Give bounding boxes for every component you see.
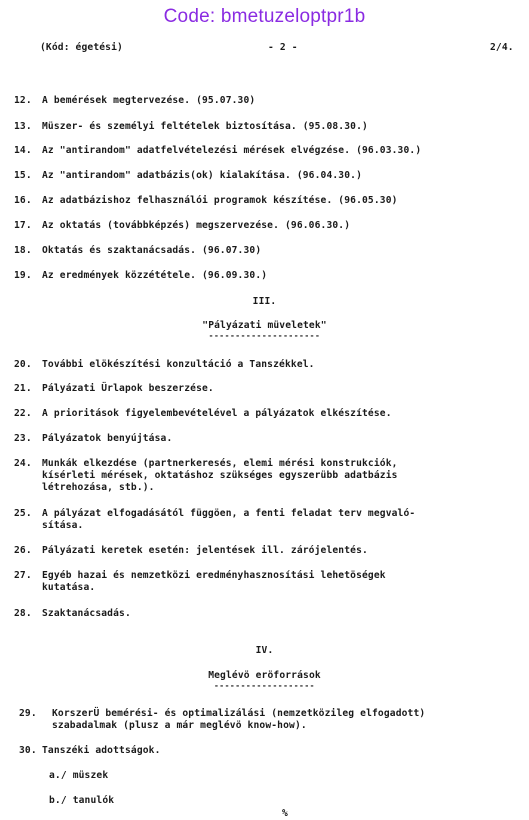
item-line: Tanszéki adottságok. bbox=[42, 745, 161, 756]
item-number: 15. bbox=[14, 170, 32, 181]
item-text: Az eredmények közzététele. (96.09.30.) bbox=[42, 270, 268, 281]
list-item bbox=[14, 270, 522, 314]
item-text bbox=[42, 545, 368, 557]
header-page-count: 2/4. bbox=[490, 42, 514, 53]
item-number: 12. bbox=[14, 95, 32, 106]
item-text: Az adatbázishoz felhasználói programok készítése. (96.05.30) bbox=[42, 195, 398, 206]
section-title-underline: --------------------- bbox=[208, 331, 321, 340]
item-line: További elökészítési konzultáció a Tanszékkel. bbox=[42, 359, 315, 370]
item-line: létrehozása, stb.). bbox=[42, 482, 155, 493]
item-number: 30. bbox=[19, 745, 37, 756]
item-text bbox=[42, 458, 398, 494]
sub-item: b./ tanulók bbox=[49, 795, 115, 806]
item-line: Pályázati Ürlapok beszerzése. bbox=[42, 383, 214, 394]
item-number: 21. bbox=[14, 383, 32, 394]
item-number: 26. bbox=[14, 545, 32, 556]
item-text bbox=[42, 608, 131, 620]
item-number: 19. bbox=[14, 270, 32, 281]
item-text bbox=[42, 359, 315, 371]
item-text: Oktatás és szaktanácsadás. (96.07.30) bbox=[42, 245, 262, 256]
item-line: Pályázati keretek esetén: jelentések ill. zárójelentés. bbox=[42, 545, 368, 556]
code-label: Code: bmetuzeloptpr1b bbox=[163, 6, 366, 27]
item-line: A pályázat elfogadásától függöen, a fenti feladat terv megvaló- bbox=[42, 508, 416, 519]
item-text bbox=[42, 745, 161, 757]
item-line: Pályázatok benyújtása. bbox=[42, 433, 173, 444]
item-text: Az "antirandom" adatbázis(ok) kialakítása. (96.04.30.) bbox=[42, 170, 362, 181]
item-text bbox=[42, 508, 415, 532]
item-number: 14. bbox=[14, 145, 32, 156]
item-number: 25. bbox=[14, 508, 32, 519]
item-text: Az "antirandom" adatfelvételezési mérések elvégzése. (96.03.30.) bbox=[42, 145, 422, 156]
item-number: 27. bbox=[14, 570, 32, 581]
item-text: Müszer- és személyi feltételek biztosítása. (95.08.30.) bbox=[42, 121, 368, 132]
header-page-number: - 2 - bbox=[268, 42, 298, 53]
section-number: III. bbox=[252, 296, 277, 307]
item-line: szabadalmak (plusz a már meglévö know-how). bbox=[52, 720, 307, 731]
sub-item: a./ müszek bbox=[49, 770, 109, 781]
item-number: 22. bbox=[14, 408, 32, 419]
section-title-underline: ------------------- bbox=[213, 681, 315, 690]
item-number: 13. bbox=[14, 121, 32, 132]
item-line: Egyéb hazai és nemzetközi eredményhasznosítási lehetöségek bbox=[42, 570, 386, 581]
item-number: 17. bbox=[14, 220, 32, 231]
header-code: (Kód: égetési) bbox=[40, 42, 123, 53]
section-title: Meglévö eröforrások bbox=[208, 670, 321, 681]
item-line: kísérleti mérések, oktatáshoz szükséges egyszerübb adatbázis bbox=[42, 470, 398, 481]
item-text bbox=[52, 708, 425, 732]
item-line: Szaktanácsadás. bbox=[42, 608, 131, 619]
item-text: Az oktatás (továbbképzés) megszervezése. (96.06.30.) bbox=[42, 220, 351, 231]
item-text bbox=[42, 570, 386, 594]
list-item bbox=[19, 745, 527, 789]
item-text: A bemérések megtervezése. (95.07.30) bbox=[42, 95, 256, 106]
item-number: 23. bbox=[14, 433, 32, 444]
item-number: 18. bbox=[14, 245, 32, 256]
item-text bbox=[42, 383, 214, 395]
item-text bbox=[42, 408, 392, 420]
footer-mark: % bbox=[282, 808, 288, 819]
list-item bbox=[14, 458, 522, 502]
item-number: 24. bbox=[14, 458, 32, 469]
section-number: IV. bbox=[255, 645, 274, 656]
item-line: Munkák elkezdése (partnerkeresés, elemi mérési konstrukciók, bbox=[42, 458, 398, 469]
item-line: KorszerÜ bemérési- és optimalizálási (nemzetközileg elfogadott) bbox=[52, 708, 426, 719]
item-line: sítása. bbox=[42, 520, 84, 531]
item-text bbox=[42, 433, 172, 445]
item-number: 28. bbox=[14, 608, 32, 619]
item-number: 16. bbox=[14, 195, 32, 206]
item-line: A prioritások figyelembevételével a pályázatok elkészítése. bbox=[42, 408, 392, 419]
item-number: 29. bbox=[19, 708, 37, 719]
item-line: kutatása. bbox=[42, 582, 96, 593]
section-title: "Pályázati müveletek" bbox=[202, 320, 327, 331]
item-number: 20. bbox=[14, 359, 32, 370]
